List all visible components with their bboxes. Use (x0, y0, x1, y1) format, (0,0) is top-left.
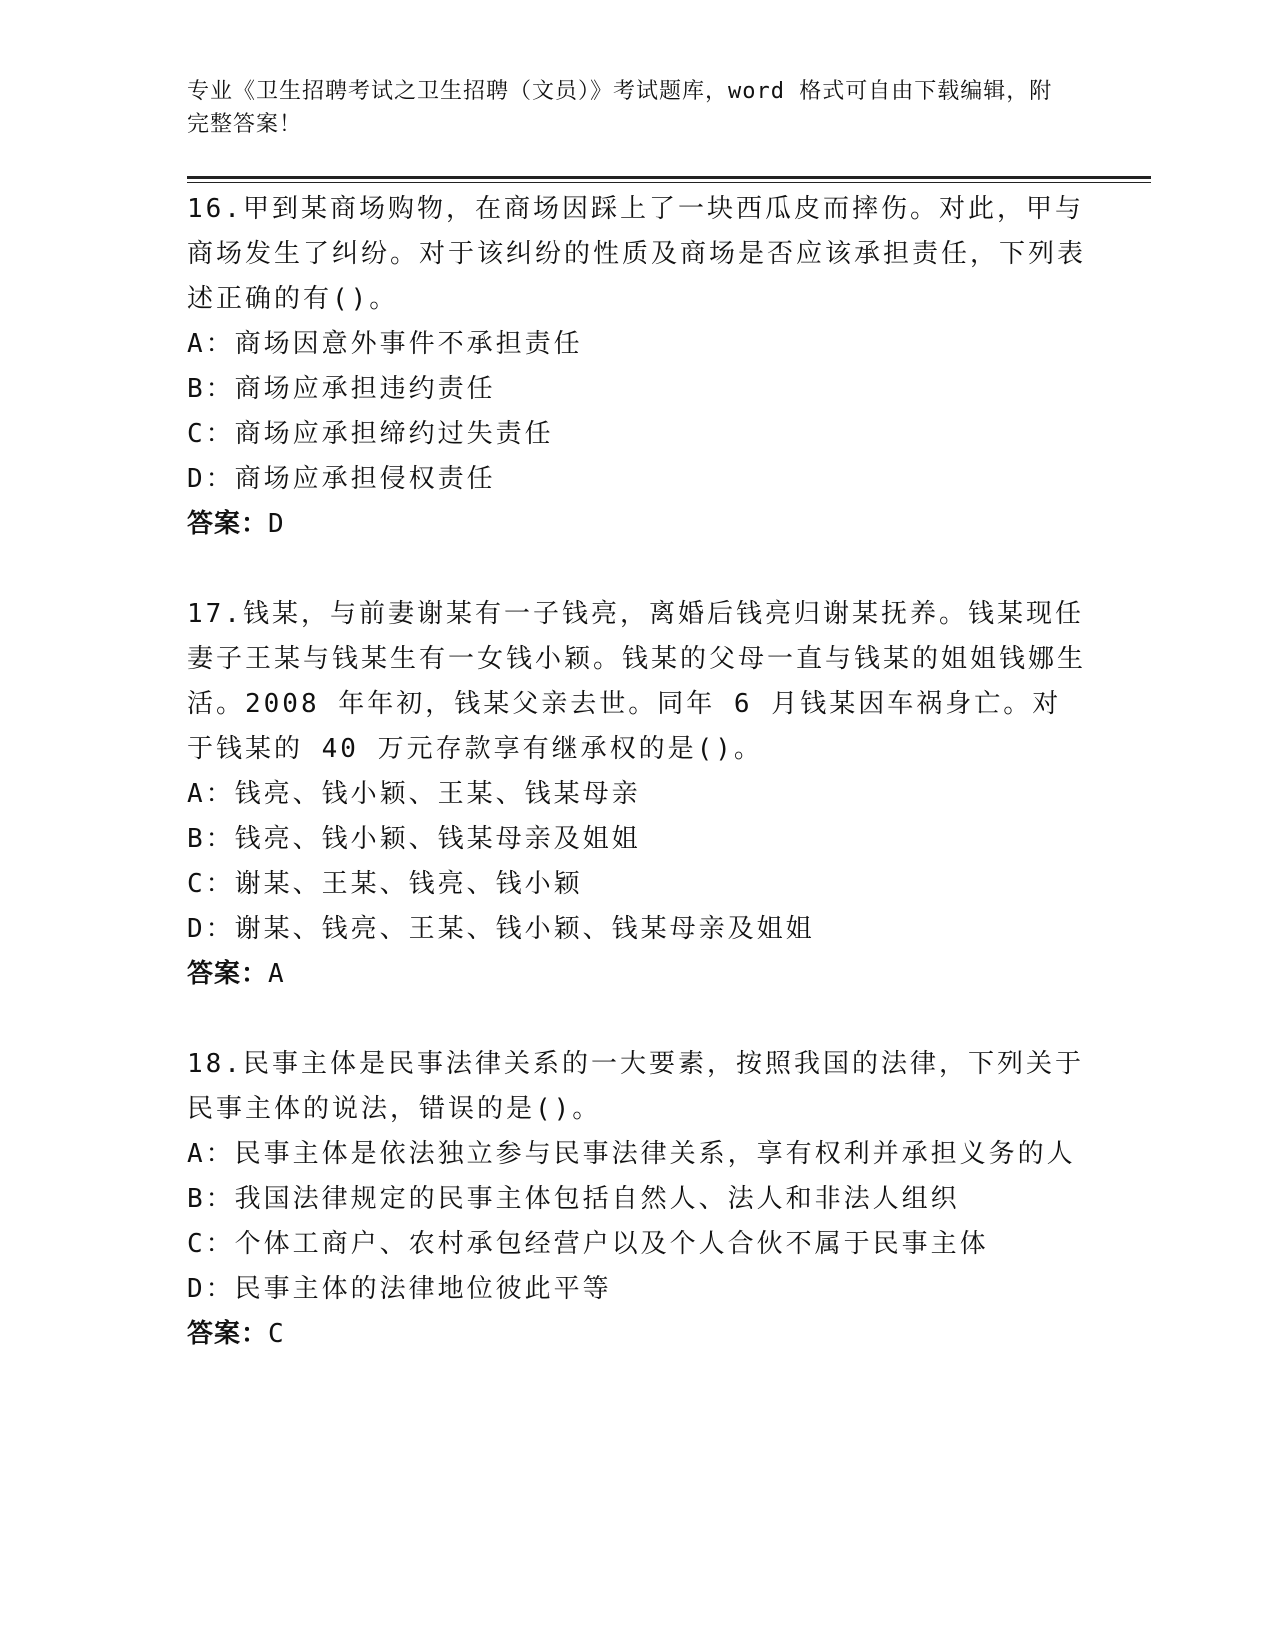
option-b: B：我国法律规定的民事主体包括自然人、法人和非法人组织 (187, 1184, 960, 1214)
option-d: D：谢某、钱亮、王某、钱小颖、钱某母亲及姐姐 (187, 914, 815, 944)
document-header: 专业《卫生招聘考试之卫生招聘（文员）》考试题库，word 格式可自由下载编辑，附完整答案！ (187, 79, 1053, 137)
question-17 (187, 592, 1087, 997)
option-b: B：商场应承担违约责任 (187, 374, 496, 404)
option-a: A：钱亮、钱小颖、王某、钱某母亲 (187, 779, 641, 809)
question-spacer (187, 997, 1087, 1042)
question-16 (187, 187, 1087, 547)
answer-line (187, 502, 1087, 547)
answer-line (187, 1312, 1087, 1357)
answer-value: A (268, 959, 285, 989)
header-divider-thin (187, 182, 1151, 183)
answer-value: D (268, 509, 285, 539)
answer-label: 答案： (187, 509, 269, 539)
option-b: B：钱亮、钱小颖、钱某母亲及姐姐 (187, 824, 641, 854)
question-text: 16.甲到某商场购物，在商场因踩上了一块西瓜皮而摔伤。对此，甲与商场发生了纠纷。对于该纠纷的性质及商场是否应该承担责任，下列表述正确的有()。 (187, 194, 1087, 314)
question-text: 17.钱某，与前妻谢某有一子钱亮，离婚后钱亮归谢某抚养。钱某现任妻子王某与钱某生有一女钱小颖。钱某的父母一直与钱某的姐姐钱娜生活。2008 年年初，钱某父亲去世。同年 6 月钱某因车祸身亡。对于钱某的 40 万元存款享有继承权的是()。 (187, 599, 1087, 764)
option-a: A：商场因意外事件不承担责任 (187, 329, 583, 359)
answer-line (187, 952, 1087, 997)
question-list (187, 187, 1087, 1357)
answer-label: 答案： (187, 1319, 269, 1349)
question-18 (187, 1042, 1087, 1357)
option-d: D：商场应承担侵权责任 (187, 464, 496, 494)
question-spacer (187, 547, 1087, 592)
answer-label: 答案： (187, 959, 269, 989)
option-a: A：民事主体是依法独立参与民事法律关系，享有权利并承担义务的人 (187, 1139, 1076, 1169)
option-d: D：民事主体的法律地位彼此平等 (187, 1274, 612, 1304)
option-c: C：谢某、王某、钱亮、钱小颖 (187, 869, 583, 899)
option-c: C：商场应承担缔约过失责任 (187, 419, 554, 449)
question-text: 18.民事主体是民事法律关系的一大要素，按照我国的法律，下列关于民事主体的说法，错误的是()。 (187, 1049, 1084, 1124)
answer-value: C (268, 1319, 285, 1349)
header-divider-thick (187, 176, 1151, 179)
option-c: C：个体工商户、农村承包经营户以及个人合伙不属于民事主体 (187, 1229, 989, 1259)
